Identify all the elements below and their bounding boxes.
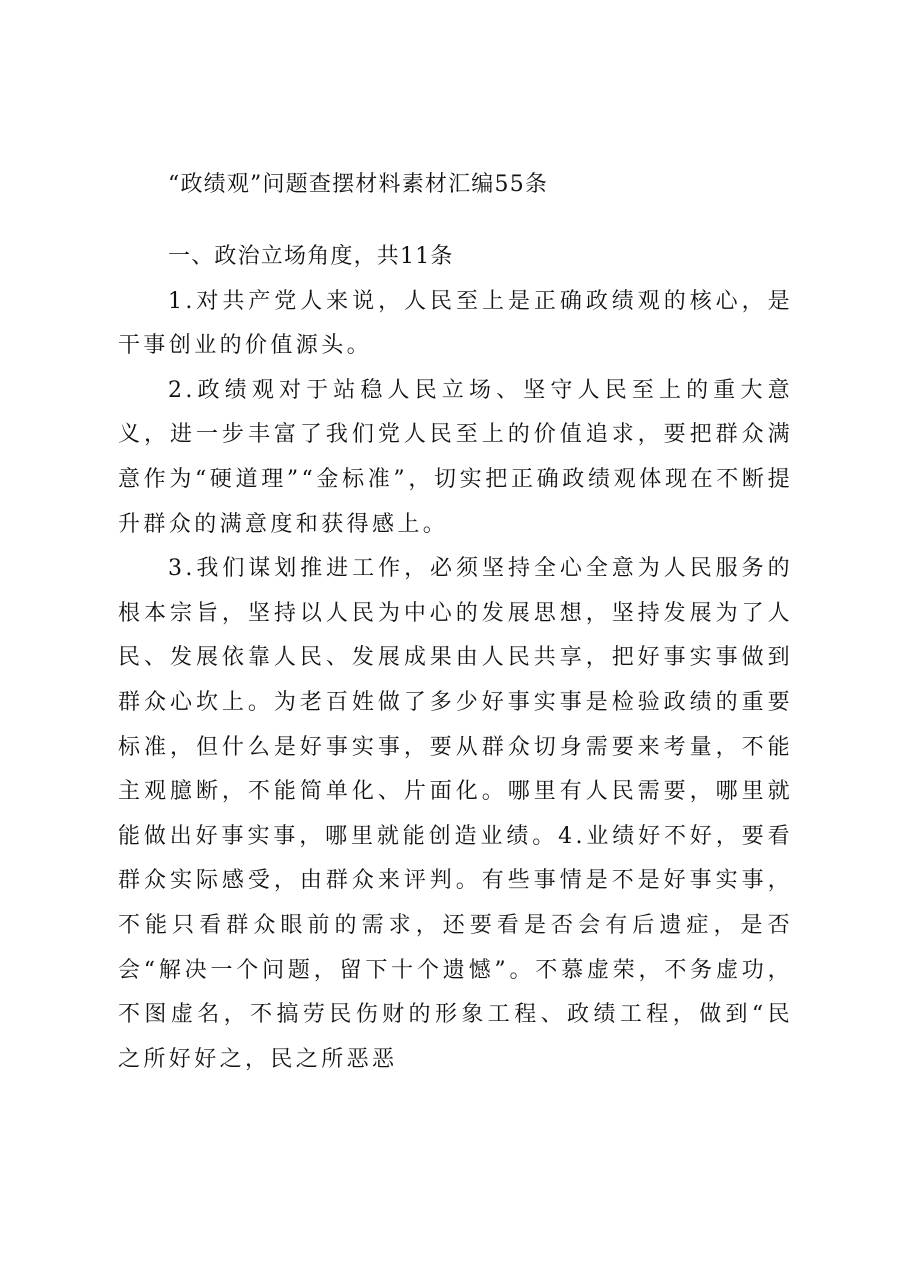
paragraph-3: 3.我们谋划推进工作，必须坚持全心全意为人民服务的根本宗旨，坚持以人民为中心的发展思想，坚持发展为了人民、发展依靠人民、发展成果由人民共享，把好事实事做到群众心坎上。为老百姓做了多少好事实事是检验政绩的重要标准，但什么是好事实事，要从群众切身需要来考量，不能主观臆断，不能简单化、片面化。哪里有人民需要，哪里就能做出好事实事，哪里就能创造业绩。4.业绩好不好，要看群众实际感受，由群众来评判。有些事情是不是好事实事，不能只看群众眼前的需求，还要看是否会有后遗症，是否会“解决一个问题，留下十个遗憾”。不慕虚荣，不务虚功，不图虚名，不搞劳民伤财的形象工程、政绩工程，做到“民之所好好之，民之所恶恶 <box>118 556 793 1072</box>
paragraph-2: 2.政绩观对于站稳人民立场、坚守人民至上的重大意义，进一步丰富了我们党人民至上的价值追求，要把群众满意作为“硬道理”“金标准”，切实把正确政绩观体现在不断提升群众的满意度和获得感上。 <box>118 377 793 537</box>
section-heading: 一、政治立场角度，共11条 <box>168 244 454 269</box>
paragraph-1: 1.对共产党人来说，人民至上是正确政绩观的核心，是干事创业的价值源头。 <box>118 288 793 359</box>
document-title: “政绩观”问题查摆材料素材汇编55条 <box>168 172 549 197</box>
document-body <box>118 235 793 1082</box>
